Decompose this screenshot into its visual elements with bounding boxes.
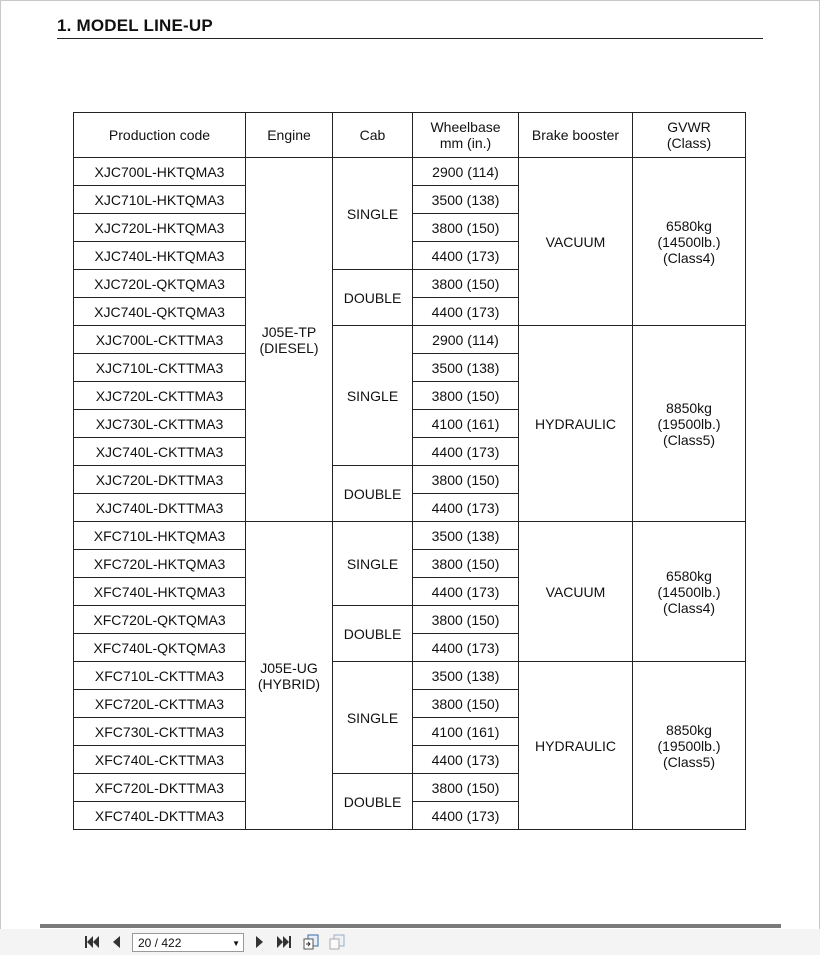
gvwr-kg: 8850kg <box>666 721 712 738</box>
table-row <box>74 158 746 186</box>
wheelbase-cell: 3800 (150) <box>413 270 519 298</box>
wheelbase-cell: 3800 (150) <box>413 466 519 494</box>
production-code-cell: XFC710L-CKTTMA3 <box>74 662 246 690</box>
production-code-cell: XFC740L-HKTQMA3 <box>74 578 246 606</box>
header-gvwr-unit: (Class) <box>666 135 712 151</box>
wheelbase-cell: 2900 (114) <box>413 158 519 186</box>
gvwr-class: (Class4) <box>662 599 716 616</box>
wheelbase-cell: 3800 (150) <box>413 214 519 242</box>
production-code-cell: XJC720L-DKTTMA3 <box>74 466 246 494</box>
wheelbase-cell: 4100 (161) <box>413 718 519 746</box>
header-gvwr <box>633 113 746 158</box>
gvwr-kg: 6580kg <box>666 217 712 234</box>
production-code-cell: XJC730L-CKTTMA3 <box>74 410 246 438</box>
page-indicator: 20 / 422 <box>138 936 182 950</box>
production-code-cell: XFC720L-QKTQMA3 <box>74 606 246 634</box>
engine-type: (HYBRID) <box>257 675 321 692</box>
engine-type: (DIESEL) <box>259 339 319 356</box>
wheelbase-cell: 4400 (173) <box>413 494 519 522</box>
engine-model: J05E-TP <box>261 323 317 340</box>
production-code-cell: XFC720L-HKTQMA3 <box>74 550 246 578</box>
production-code-cell: XJC740L-DKTTMA3 <box>74 494 246 522</box>
production-code-cell: XFC740L-QKTQMA3 <box>74 634 246 662</box>
gvwr-class: (Class5) <box>662 753 716 770</box>
chevron-down-icon: ▼ <box>232 939 240 948</box>
gvwr-cell <box>633 522 746 662</box>
wheelbase-cell: 4400 (173) <box>413 298 519 326</box>
engine-cell <box>246 522 333 830</box>
first-page-icon[interactable] <box>84 934 100 950</box>
header-production-code: Production code <box>74 113 246 158</box>
gvwr-kg: 8850kg <box>666 399 712 416</box>
page-number-select[interactable] <box>132 933 244 952</box>
header-gvwr-label: GVWR <box>667 119 711 135</box>
cab-cell: SINGLE <box>333 326 413 466</box>
gvwr-lb: (19500lb.) <box>657 415 721 432</box>
wheelbase-cell: 3800 (150) <box>413 690 519 718</box>
table-row <box>74 326 746 354</box>
last-page-icon[interactable] <box>276 934 292 950</box>
wheelbase-cell: 3500 (138) <box>413 522 519 550</box>
engine-model: J05E-UG <box>260 659 318 676</box>
production-code-cell: XJC720L-HKTQMA3 <box>74 214 246 242</box>
cab-cell: DOUBLE <box>333 774 413 830</box>
wheelbase-cell: 4400 (173) <box>413 438 519 466</box>
wheelbase-cell: 2900 (114) <box>413 326 519 354</box>
wheelbase-cell: 3800 (150) <box>413 550 519 578</box>
header-wheelbase-label: Wheelbase <box>430 119 501 135</box>
brake-booster-cell: HYDRAULIC <box>519 326 633 522</box>
wheelbase-cell: 4400 (173) <box>413 242 519 270</box>
wheelbase-cell: 4100 (161) <box>413 410 519 438</box>
production-code-cell: XFC720L-CKTTMA3 <box>74 690 246 718</box>
viewer-scrollbar[interactable] <box>40 924 781 928</box>
gvwr-lb: (14500lb.) <box>657 583 721 600</box>
wheelbase-cell: 3500 (138) <box>413 662 519 690</box>
engine-cell <box>246 158 333 522</box>
wheelbase-cell: 3500 (138) <box>413 354 519 382</box>
table-row <box>74 522 746 550</box>
fit-page-icon[interactable] <box>303 934 319 950</box>
wheelbase-cell: 3800 (150) <box>413 774 519 802</box>
cab-cell: DOUBLE <box>333 270 413 326</box>
production-code-cell: XJC700L-HKTQMA3 <box>74 158 246 186</box>
production-code-cell: XFC740L-CKTTMA3 <box>74 746 246 774</box>
gvwr-kg: 6580kg <box>666 567 712 584</box>
gvwr-lb: (19500lb.) <box>657 737 721 754</box>
production-code-cell: XJC720L-QKTQMA3 <box>74 270 246 298</box>
wheelbase-cell: 4400 (173) <box>413 746 519 774</box>
table-row <box>74 662 746 690</box>
production-code-cell: XJC740L-QKTQMA3 <box>74 298 246 326</box>
gvwr-cell <box>633 326 746 522</box>
production-code-cell: XFC740L-DKTTMA3 <box>74 802 246 830</box>
fit-width-icon[interactable] <box>329 934 345 950</box>
heading-rule <box>57 38 763 39</box>
cab-cell: SINGLE <box>333 158 413 270</box>
production-code-cell: XFC710L-HKTQMA3 <box>74 522 246 550</box>
production-code-cell: XFC720L-DKTTMA3 <box>74 774 246 802</box>
production-code-cell: XJC720L-CKTTMA3 <box>74 382 246 410</box>
production-code-cell: XJC700L-CKTTMA3 <box>74 326 246 354</box>
header-cab: Cab <box>333 113 413 158</box>
gvwr-class: (Class5) <box>662 431 716 448</box>
wheelbase-cell: 4400 (173) <box>413 578 519 606</box>
wheelbase-cell: 3500 (138) <box>413 186 519 214</box>
wheelbase-cell: 4400 (173) <box>413 802 519 830</box>
brake-booster-cell: HYDRAULIC <box>519 662 633 830</box>
model-lineup-table <box>73 112 746 830</box>
header-wheelbase-unit: mm (in.) <box>439 135 492 151</box>
gvwr-cell <box>633 158 746 326</box>
cab-cell: SINGLE <box>333 662 413 774</box>
wheelbase-cell: 4400 (173) <box>413 634 519 662</box>
header-brake-booster: Brake booster <box>519 113 633 158</box>
wheelbase-cell: 3800 (150) <box>413 606 519 634</box>
production-code-cell: XJC710L-HKTQMA3 <box>74 186 246 214</box>
prev-page-icon[interactable] <box>108 934 124 950</box>
gvwr-lb: (14500lb.) <box>657 233 721 250</box>
table-header-row <box>74 113 746 158</box>
header-engine: Engine <box>246 113 333 158</box>
cab-cell: DOUBLE <box>333 606 413 662</box>
production-code-cell: XFC730L-CKTTMA3 <box>74 718 246 746</box>
brake-booster-cell: VACUUM <box>519 522 633 662</box>
header-wheelbase <box>413 113 519 158</box>
cab-cell: DOUBLE <box>333 466 413 522</box>
wheelbase-cell: 3800 (150) <box>413 382 519 410</box>
production-code-cell: XJC710L-CKTTMA3 <box>74 354 246 382</box>
gvwr-cell <box>633 662 746 830</box>
production-code-cell: XJC740L-HKTQMA3 <box>74 242 246 270</box>
brake-booster-cell: VACUUM <box>519 158 633 326</box>
cab-cell: SINGLE <box>333 522 413 606</box>
section-heading: 1. MODEL LINE-UP <box>57 16 213 35</box>
gvwr-class: (Class4) <box>662 249 716 266</box>
production-code-cell: XJC740L-CKTTMA3 <box>74 438 246 466</box>
next-page-icon[interactable] <box>252 934 268 950</box>
